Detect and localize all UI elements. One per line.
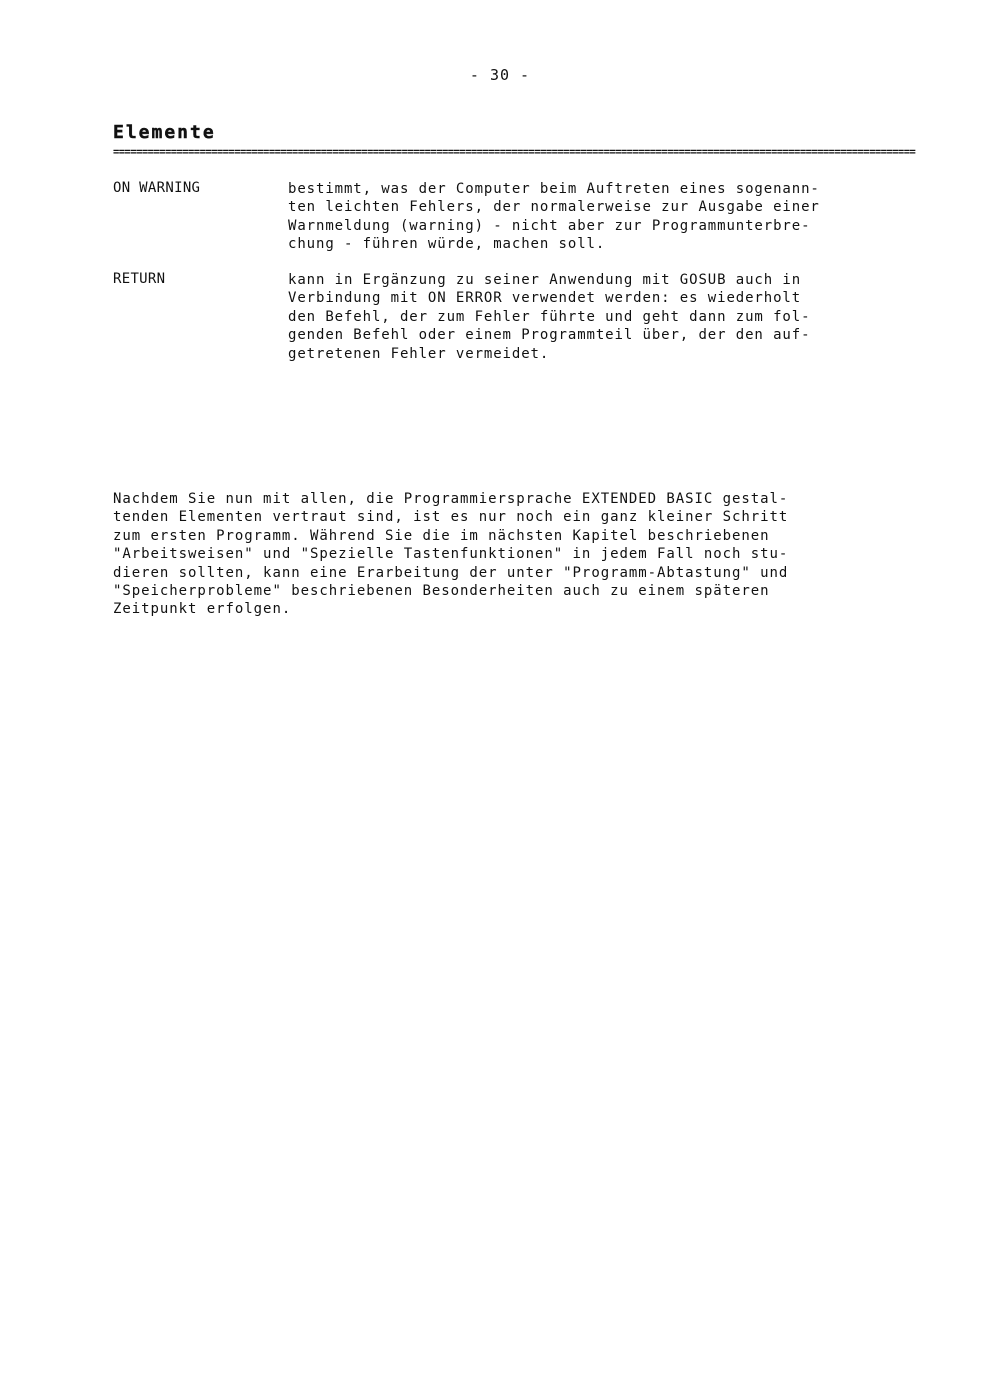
page-number: - 30 - <box>469 66 531 84</box>
entry-term: RETURN <box>113 271 166 287</box>
section-heading: Elemente <box>113 122 216 143</box>
entry-description: kann in Ergänzung zu seiner Anwendung mit GOSUB auch in Verbindung mit ON ERROR verwendet werden: es wiederholt den Befehl, der zum Fehler führte und geht dann zum fol- genden Befehl oder einem Programmteil über, der den auf- getretenen Fehler vermeidet. <box>288 272 811 362</box>
glossary-entry-on-warning <box>113 180 933 260</box>
entry-term: ON WARNING <box>113 180 201 196</box>
heading-underline: =========================================================================================================================================== <box>113 146 916 158</box>
glossary-entry-return <box>113 271 933 371</box>
closing-paragraph: Nachdem Sie nun mit allen, die Programmiersprache EXTENDED BASIC gestal- tenden Elementen vertraut sind, ist es nur noch ein ganz kleiner Schritt zum ersten Programm. Während Sie die im nächsten Kapitel beschriebenen "Arbeitsweisen" und "Spezielle Tastenfunktionen" in jedem Fall noch stu- dieren sollten, kann eine Erarbeitung der unter "Programm-Abtastung" und "Speicherprobleme" beschriebenen Besonderheiten auch zu einem späteren Zeitpunkt erfolgen. <box>113 491 789 618</box>
entry-description: bestimmt, was der Computer beim Auftreten eines sogenann- ten leichten Fehlers, der normalerweise zur Ausgabe einer Warnmeldung (warning) - nicht aber zur Programmunterbre- chung - führen würde, machen soll. <box>288 181 820 253</box>
